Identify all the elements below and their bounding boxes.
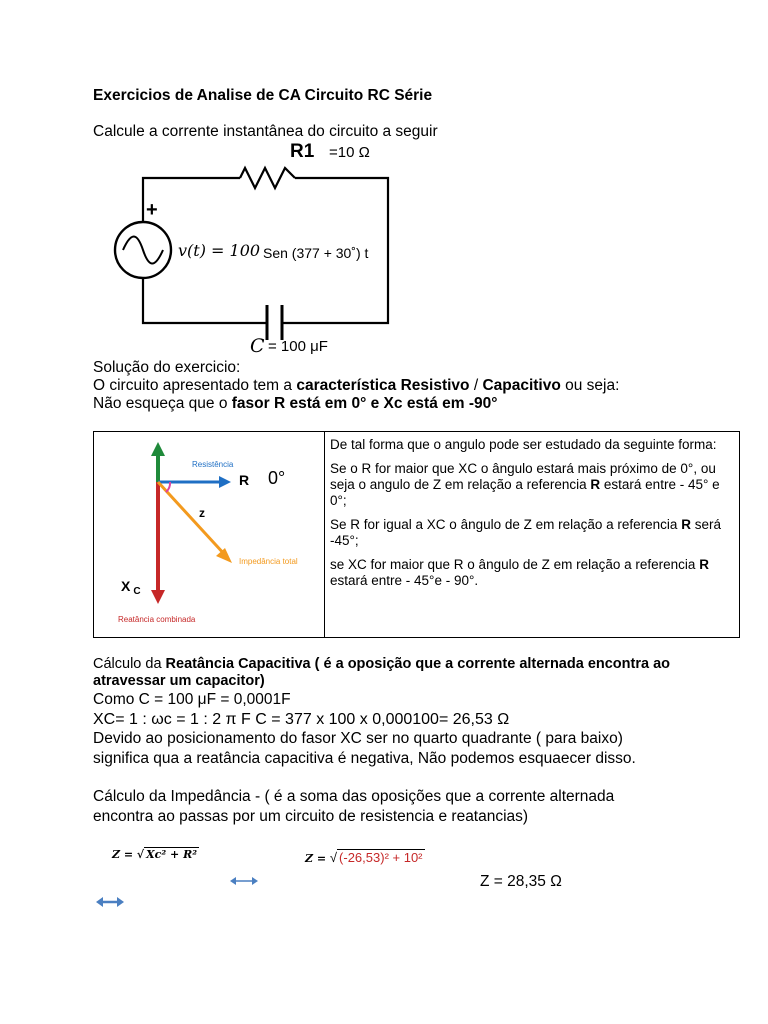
reactance-heading-2: atravessar um capacitor) [93,673,265,689]
capacitance-conversion: Como C = 100 μF = 0,0001F [93,691,291,708]
phasor-xc-label: X $_C$ [121,578,141,597]
phasor-explanation-table [93,431,740,638]
impedancia-label: Impedância total [239,557,298,566]
impedance-heading-2: encontra ao passas por um circuito de resistencia e reatancias) [93,808,529,825]
page-title: Exercicios de Analise de CA Circuito RC Série [93,87,433,104]
resistencia-label: Resistência [192,460,234,469]
red-arrow-down [151,590,165,604]
solution-line-3: Não esqueça que o fasor R está em 0° e Xc está em -90° [93,395,498,412]
solution-heading: Solução do exercicio: [93,359,241,376]
double-arrow-icon [230,876,258,886]
explain-p3: Se R for igual a XC o ângulo de Z em relação a referencia R será -45°; [330,517,721,548]
phasor-z-label: z [199,506,205,520]
double-arrow-icon [96,896,124,908]
solution-line-2: O circuito apresentado tem a característica Resistivo / Capacitivo ou seja: [93,377,620,394]
reactance-heading-1: Cálculo da Reatância Capacitiva ( é a oposição que a corrente alternada encontra ao [93,656,671,672]
reactance-desc-2: significa qua a reatância capacitiva é negativa, Não podemos esquaecer disso. [93,750,636,767]
reactance-formula: XC= 1 : ωc = 1 : 2 π F C = 377 x 100 x 0,000100= 26,53 Ω [93,711,510,728]
r1-value: =10 Ω [329,144,370,161]
green-arrow-up [151,442,165,456]
explain-p2: Se o R for maior que XC o ângulo estará mais próximo de 0°, ou seja o angulo de Z em relação a referencia R estará entre - 45° e 0°; [330,461,720,508]
phasor-r-label: R [239,472,250,488]
impedance-result: Z = 28,35 Ω [480,873,562,890]
impedance-substitution: Z = √ (-26,53)² + 10² [305,850,423,865]
source-expression: Sen (377 + 30˚) t [263,245,369,261]
capacitor-value: = 100 μF [268,338,328,355]
reatancia-label: Reatância combinada [118,615,196,624]
orange-arrow-diagonal [216,548,232,563]
zero-degree-label: 0° [268,468,286,488]
table-divider [324,432,325,637]
explain-p4: se XC for maior que R o ângulo de Z em relação a referencia R estará entre - 45°e - 90°. [330,557,709,588]
source-label: v(t) = 100 [178,241,261,260]
resistor-symbol [240,168,295,188]
reactance-desc-1: Devido ao posicionamento do fasor XC ser no quarto quadrante ( para baixo) [93,730,623,747]
blue-arrow-right [219,476,231,488]
source-plus-sign: + [146,199,158,221]
ac-source-symbol [115,222,171,278]
impedance-formula: Z = √ Xc² + R² [112,848,198,861]
capacitor-name: C [250,335,265,357]
explain-p1: De tal forma que o angulo pode ser estudado da seguinte forma: [330,437,717,452]
explanation-cell [330,437,735,597]
exercise-prompt: Calcule a corrente instantânea do circuito a seguir [93,123,438,140]
r1-name: R1 [290,141,315,162]
impedance-heading-1: Cálculo da Impedância - ( é a soma das oposições que a corrente alternada [93,788,615,805]
capacitor-symbol [267,305,282,340]
